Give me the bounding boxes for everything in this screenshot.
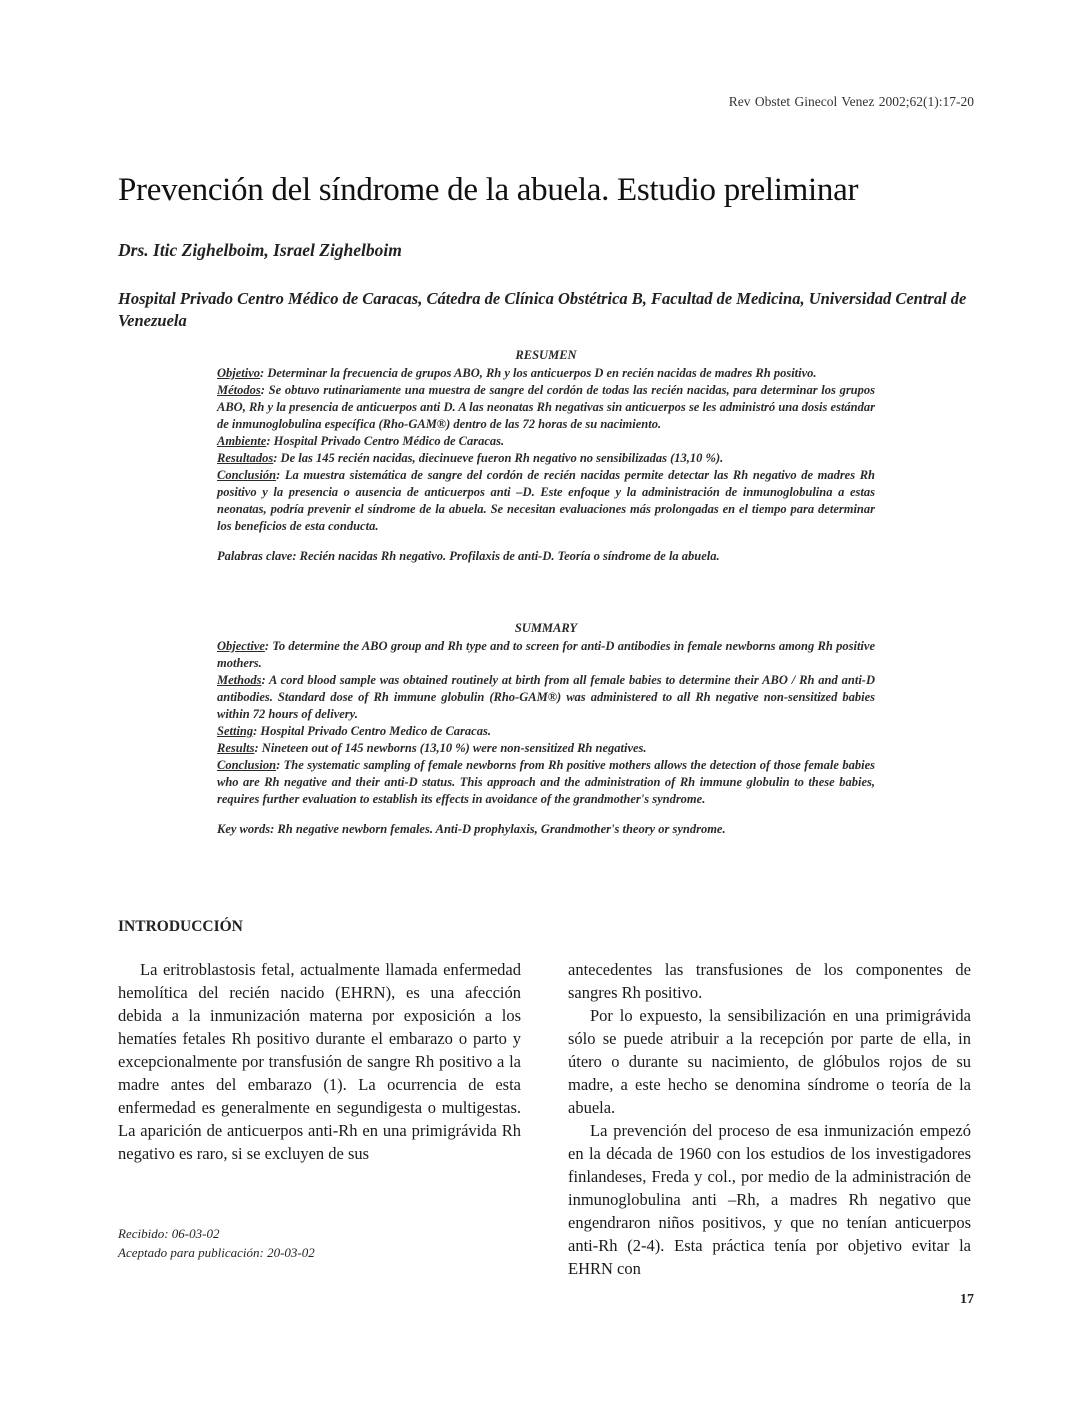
summary-item-text: : Hospital Privado Centro Medico de Caracas.	[253, 724, 491, 738]
article-authors: Drs. Itic Zighelboim, Israel Zighelboim	[118, 240, 402, 260]
resumen-metodos	[217, 382, 875, 433]
received-date: Recibido: 06-03-02	[118, 1226, 220, 1241]
resumen-keywords: Palabras clave: Recién nacidas Rh negativo. Profilaxis de anti-D. Teoría o síndrome de la abuela.	[217, 549, 720, 563]
summary-item-key: Objective	[217, 639, 265, 653]
article-title: Prevención del síndrome de la abuela. Estudio preliminar	[118, 172, 859, 208]
resumen-item-text: : Se obtuvo rutinariamente una muestra de sangre del cordón de todas las recién nacidas, para determinar los grupos ABO, Rh y la presencia de anticuerpos anti D. A las neonatas Rh negativas sin anticuerpos se les administró una dosis estándar de inmunoglobulina específica (Rho-GAM®) dentro de las 72 horas de su nacimiento.	[217, 383, 875, 431]
page-number: 17	[960, 1292, 974, 1307]
summary-conclusion	[217, 757, 875, 808]
resumen-conclusion	[217, 467, 875, 535]
summary-item-text: : The systematic sampling of female newborns from Rh positive mothers allows the detection of those female babies who are Rh negative and their anti-D status. This approach and the administration of Rh immune globulin to these babies, requires further evaluation to establish its effects in avoidance of the grandmother's syndrome.	[217, 758, 875, 806]
introduccion-heading: INTRODUCCIÓN	[118, 918, 243, 935]
resumen-item-key: Métodos	[217, 383, 261, 397]
summary-setting	[217, 723, 875, 740]
resumen-item-key: Conclusión	[217, 468, 277, 482]
summary-methods	[217, 672, 875, 723]
accepted-date: Aceptado para publicación: 20-03-02	[118, 1245, 315, 1260]
resumen-item-text: : La muestra sistemática de sangre del cordón de recién nacidas permite detectar las Rh negativo de madres Rh positivo y la presencia o ausencia de anticuerpos anti –D. Este enfoque y la administración de inmunoglobulina a estas neonatas, podría prevenir el síndrome de la abuela. Se necesitan evaluaciones más prolongadas en el tiempo para determinar los beneficios de esta conducta.	[217, 468, 875, 533]
summary-objective	[217, 638, 875, 672]
summary-results	[217, 740, 875, 757]
summary-item-text: : To determine the ABO group and Rh type and to screen for anti-D antibodies in female newborns among Rh positive mothers.	[217, 639, 875, 670]
resumen-item-key: Resultados	[217, 451, 274, 465]
resumen-block	[217, 347, 875, 565]
summary-heading: SUMMARY	[514, 621, 578, 635]
author-affiliation: Hospital Privado Centro Médico de Caracas, Cátedra de Clínica Obstétrica B, Facultad de Medicina, Universidad Central de Venezuela	[118, 289, 967, 330]
journal-reference: Rev Obstet Ginecol Venez 2002;62(1):17-20	[728, 94, 974, 109]
resumen-objetivo	[217, 365, 875, 382]
summary-item-text: : Nineteen out of 145 newborns (13,10 %) were non-sensitized Rh negatives.	[254, 741, 647, 755]
resumen-resultados	[217, 450, 875, 467]
resumen-item-text: : Hospital Privado Centro Médico de Caracas.	[266, 434, 505, 448]
summary-item-key: Conclusion	[217, 758, 277, 772]
resumen-ambiente	[217, 433, 875, 450]
article-dates	[118, 1224, 315, 1262]
summary-item-key: Setting	[217, 724, 254, 738]
resumen-heading: RESUMEN	[515, 348, 577, 362]
body-paragraph: Por lo expuesto, la sensibilización en una primigrávida sólo se puede atribuir a la recepción por parte de ella, in útero o durante su nacimiento, de glóbulos rojos de su madre, a este hecho se denomina síndrome o teoría de la abuela.	[568, 1006, 971, 1117]
body-paragraph: La eritroblastosis fetal, actualmente llamada enfermedad hemolítica del recién nacido (EHRN), es una afección debida a la inmunización materna por exposición a los hematíes fetales Rh positivo durante el embarazo o parto y excepcionalmente por transfusión de sangre Rh positivo a la madre antes del embarazo (1). La ocurrencia de esta enfermedad es generalmente en segundigesta o multigestas. La aparición de anticuerpos anti-Rh en una primigrávida Rh negativo es raro, si se excluyen de sus	[118, 960, 521, 1163]
summary-keywords: Key words: Rh negative newborn females. Anti-D prophylaxis, Grandmother's theory or syndrome.	[217, 822, 726, 836]
resumen-item-text: : Determinar la frecuencia de grupos ABO, Rh y los anticuerpos D en recién nacidas de madres Rh positivo.	[260, 366, 817, 380]
summary-block	[217, 620, 875, 838]
body-column-left	[118, 958, 521, 1165]
body-column-right	[568, 958, 971, 1280]
resumen-item-text: : De las 145 recién nacidas, diecinueve fueron Rh negativo no sensibilizadas (13,10 %).	[273, 451, 724, 465]
summary-item-text: : A cord blood sample was obtained routinely at birth from all female babies to determine their ABO / Rh and anti-D antibodies. Standard dose of Rh immune globulin (Rho-GAM®) was administered to all Rh negative non-sensitized babies within 72 hours of delivery.	[217, 673, 875, 721]
body-paragraph: La prevención del proceso de esa inmunización empezó en la década de 1960 con los estudios de los investigadores finlandeses, Freda y col., por medio de la administración de inmunoglobulina anti –Rh, a madres Rh negativo que engendraron niños positivos, y que no tenían anticuerpos anti-Rh (2-4). Esta práctica tenía por objetivo evitar la EHRN con	[568, 1121, 971, 1278]
summary-item-key: Results	[217, 741, 255, 755]
body-paragraph: antecedentes las transfusiones de los componentes de sangres Rh positivo.	[568, 960, 971, 1002]
summary-item-key: Methods	[217, 673, 262, 687]
resumen-item-key: Ambiente	[217, 434, 267, 448]
resumen-item-key: Objetivo	[217, 366, 261, 380]
